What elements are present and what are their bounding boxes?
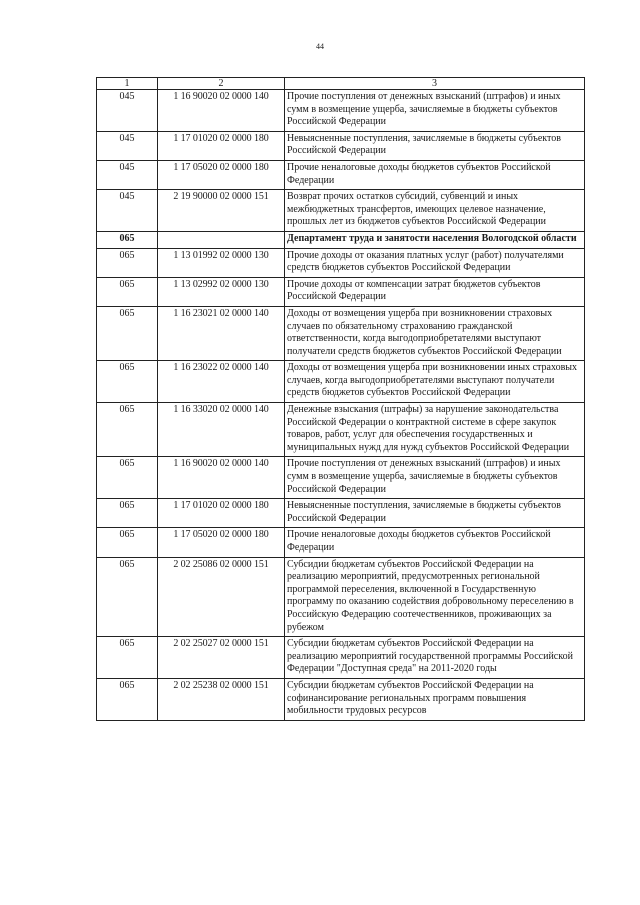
table-row: [97, 90, 585, 132]
admin-code-cell: 045: [97, 90, 158, 132]
admin-code-cell: 045: [97, 190, 158, 232]
income-name-cell: Возврат прочих остатков субсидий, субвенций и иных межбюджетных трансфертов, имеющих целевое назначение, прошлых лет из бюджетов субъектов Российской Федерации: [285, 190, 585, 232]
income-name-cell: Департамент труда и занятости населения Вологодской области: [285, 231, 585, 248]
table-row: [97, 557, 585, 637]
table-row: [97, 637, 585, 679]
table-row: [97, 361, 585, 403]
header-col-3: 3: [285, 78, 585, 90]
admin-code-cell: 065: [97, 403, 158, 457]
header-col-1: 1: [97, 78, 158, 90]
admin-code-cell: 065: [97, 306, 158, 360]
table-row: [97, 248, 585, 277]
budget-code-cell: 1 16 23022 02 0000 140: [158, 361, 285, 403]
section-row: [97, 231, 585, 248]
budget-code-cell: 1 16 33020 02 0000 140: [158, 403, 285, 457]
income-name-cell: Невыясненные поступления, зачисляемые в бюджеты субъектов Российской Федерации: [285, 131, 585, 160]
budget-code-cell: 1 17 01020 02 0000 180: [158, 131, 285, 160]
budget-code-cell: 1 16 23021 02 0000 140: [158, 306, 285, 360]
income-name-cell: Доходы от возмещения ущерба при возникновении страховых случаев по обязательному страхованию гражданской ответственности, когда выгодоприобретателями выступают получатели средств бюджетов субъектов Российской Федерации: [285, 306, 585, 360]
income-name-cell: Прочие поступления от денежных взысканий (штрафов) и иных сумм в возмещение ущерба, зачисляемые в бюджеты субъектов Российской Федерации: [285, 457, 585, 499]
table-header-row: [97, 78, 585, 90]
budget-code-cell: 2 02 25086 02 0000 151: [158, 557, 285, 637]
table-row: [97, 528, 585, 557]
income-name-cell: Прочие неналоговые доходы бюджетов субъектов Российской Федерации: [285, 160, 585, 189]
table-row: [97, 306, 585, 360]
income-name-cell: Прочие поступления от денежных взысканий (штрафов) и иных сумм в возмещение ущерба, зачисляемые в бюджеты субъектов Российской Федерации: [285, 90, 585, 132]
admin-code-cell: 045: [97, 160, 158, 189]
table-row: [97, 403, 585, 457]
budget-code-cell: 1 13 01992 02 0000 130: [158, 248, 285, 277]
income-name-cell: Доходы от возмещения ущерба при возникновении иных страховых случаев, когда выгодоприобретателями выступают получатели средств бюджетов субъектов Российской Федерации: [285, 361, 585, 403]
income-name-cell: Субсидии бюджетам субъектов Российской Федерации на реализацию мероприятий, предусмотренных региональной программой переселения, включенной в Государственную программу по оказанию содействия добровольному переселению в Российскую Федерацию соотечественников, проживающих за рубежом: [285, 557, 585, 637]
admin-code-cell: 065: [97, 678, 158, 720]
admin-code-cell: 045: [97, 131, 158, 160]
admin-code-cell: 065: [97, 457, 158, 499]
budget-code-cell: 1 17 05020 02 0000 180: [158, 528, 285, 557]
table-row: [97, 499, 585, 528]
table-row: [97, 678, 585, 720]
admin-code-cell: 065: [97, 557, 158, 637]
table-row: [97, 457, 585, 499]
income-name-cell: Прочие доходы от компенсации затрат бюджетов субъектов Российской Федерации: [285, 277, 585, 306]
budget-code-cell: [158, 231, 285, 248]
page-number: 44: [316, 42, 324, 51]
table-row: [97, 131, 585, 160]
admin-code-cell: 065: [97, 361, 158, 403]
budget-code-cell: 2 02 25027 02 0000 151: [158, 637, 285, 679]
table-row: [97, 190, 585, 232]
budget-code-cell: 2 19 90000 02 0000 151: [158, 190, 285, 232]
admin-code-cell: 065: [97, 248, 158, 277]
budget-code-cell: 2 02 25238 02 0000 151: [158, 678, 285, 720]
income-name-cell: Прочие неналоговые доходы бюджетов субъектов Российской Федерации: [285, 528, 585, 557]
admin-code-cell: 065: [97, 528, 158, 557]
income-name-cell: Денежные взыскания (штрафы) за нарушение законодательства Российской Федерации о контрактной системе в сфере закупок товаров, работ, услуг для обеспечения государственных и муниципальных нужд для нужд субъектов Российской Федерации: [285, 403, 585, 457]
income-name-cell: Субсидии бюджетам субъектов Российской Федерации на реализацию мероприятий государственной программы Российской Федерации "Доступная среда" на 2011-2020 годы: [285, 637, 585, 679]
admin-code-cell: 065: [97, 499, 158, 528]
budget-code-cell: 1 13 02992 02 0000 130: [158, 277, 285, 306]
budget-code-cell: 1 17 01020 02 0000 180: [158, 499, 285, 528]
admin-code-cell: 065: [97, 231, 158, 248]
income-name-cell: Невыясненные поступления, зачисляемые в бюджеты субъектов Российской Федерации: [285, 499, 585, 528]
income-name-cell: Субсидии бюджетам субъектов Российской Федерации на софинансирование региональных программ повышения мобильности трудовых ресурсов: [285, 678, 585, 720]
revenue-classification-table: [96, 77, 585, 721]
budget-code-cell: 1 16 90020 02 0000 140: [158, 90, 285, 132]
admin-code-cell: 065: [97, 637, 158, 679]
budget-code-cell: 1 17 05020 02 0000 180: [158, 160, 285, 189]
table-body: [97, 78, 585, 721]
header-col-2: 2: [158, 78, 285, 90]
table-row: [97, 160, 585, 189]
admin-code-cell: 065: [97, 277, 158, 306]
table-row: [97, 277, 585, 306]
income-name-cell: Прочие доходы от оказания платных услуг (работ) получателями средств бюджетов субъектов Российской Федерации: [285, 248, 585, 277]
budget-code-cell: 1 16 90020 02 0000 140: [158, 457, 285, 499]
